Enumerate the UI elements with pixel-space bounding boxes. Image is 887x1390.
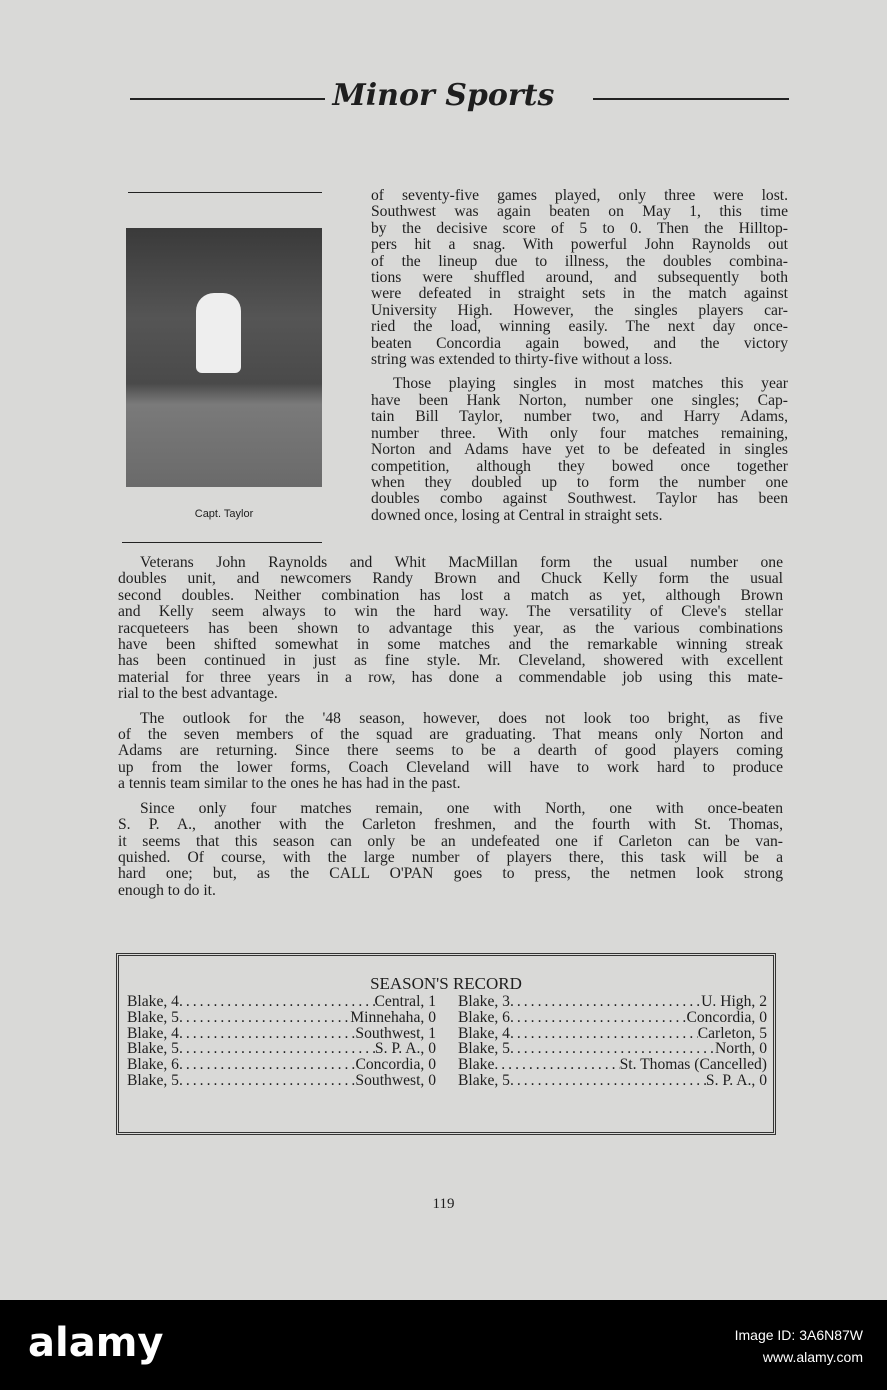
record-opponent-score: St. Thomas (Cancelled) [619, 1056, 767, 1074]
record-row [458, 994, 767, 1010]
record-row [127, 1057, 436, 1073]
photo-caption: Capt. Taylor [194, 508, 254, 520]
record-opponent-score: S. P. A., 0 [374, 1040, 436, 1058]
record-row [127, 1041, 436, 1057]
record-opponent-score: Concordia, 0 [355, 1056, 436, 1074]
full-width-text [118, 555, 783, 899]
dot-leader [510, 994, 701, 1010]
text-line: of seventy-five games played, only three were lost. [371, 187, 788, 204]
text-line: of the seven members of the squad are graduating. That means only Norton and [118, 726, 783, 744]
dot-leader [179, 1057, 355, 1073]
dot-leader [179, 1073, 355, 1089]
text-line: racqueteers has been shown to advantage this year, as the various combinations [118, 619, 783, 637]
dot-leader [510, 1041, 715, 1057]
text-line: when they doubled up to form the number one [371, 473, 788, 491]
text-line: competition, although they bowed once together [371, 457, 788, 475]
dot-leader [179, 1026, 355, 1042]
record-row [458, 1057, 767, 1073]
text-line: by the decisive score of 5 to 0. Then the Hilltop- [371, 219, 788, 237]
record-row [127, 1010, 436, 1026]
record-blake-score: Blake, 4 [458, 1024, 510, 1042]
text-line: ried the load, winning easily. The next day once- [371, 318, 788, 336]
text-line: The outlook for the '48 season, however, does not look too bright, as five [140, 709, 783, 727]
text-line: Since only four matches remain, one with North, one with once-beaten [140, 799, 783, 817]
record-blake-score: Blake, 4 [127, 1024, 179, 1042]
record-blake-score: Blake [458, 1056, 495, 1074]
record-blake-score: Blake, 5 [458, 1071, 510, 1089]
page-number: 119 [432, 1196, 455, 1212]
dot-leader [510, 1073, 706, 1089]
text-line: pers hit a snag. With powerful John Raynolds out [371, 236, 788, 254]
dot-leader [179, 1041, 375, 1057]
text-line: a tennis team similar to the ones he has had in the past. [118, 775, 461, 793]
record-row [127, 1026, 436, 1042]
dot-leader [510, 1026, 698, 1042]
text-line: string was extended to thirty-five without a loss. [371, 351, 673, 369]
text-line: Southwest was again beaten on May 1, this time [371, 203, 788, 221]
record-blake-score: Blake, 5 [127, 1008, 179, 1026]
record-row [458, 1010, 767, 1026]
record-opponent-score: Concordia, 0 [686, 1008, 767, 1026]
record-row [458, 1073, 767, 1089]
record-opponent-score: North, 0 [715, 1040, 767, 1058]
player-figure [196, 293, 241, 373]
photo-rule-bottom [122, 542, 322, 543]
text-line: second doubles. Neither combination has lost a match as yet, although Brown [118, 586, 783, 604]
text-line: Adams are returning. Since there seems to be a dearth of good players coming [118, 742, 783, 760]
dot-leader [179, 994, 375, 1010]
record-opponent-score: Southwest, 1 [355, 1024, 436, 1042]
record-blake-score: Blake, 5 [127, 1040, 179, 1058]
record-opponent-score: S. P. A., 0 [705, 1071, 767, 1089]
title-rule-right [593, 98, 789, 100]
record-blake-score: Blake, 5 [127, 1071, 179, 1089]
text-line: hard one; but, as the CALL O'PAN goes to press, the netmen look strong [118, 865, 783, 883]
watermark-footer [0, 1300, 887, 1390]
record-blake-score: Blake, 4 [127, 993, 179, 1010]
text-line: Those playing singles in most matches this year [393, 375, 788, 393]
record-row [127, 1073, 436, 1089]
dot-leader [510, 1010, 686, 1026]
text-line: enough to do it. [118, 881, 216, 899]
dot-leader [494, 1057, 619, 1073]
text-line: of the lineup due to illness, the doubles combina- [371, 252, 788, 270]
text-line: Veterans John Raynolds and Whit MacMillan form the usual number one [140, 554, 783, 571]
text-line: University High. However, the singles players car- [371, 301, 788, 319]
record-opponent-score: Southwest, 0 [355, 1071, 436, 1089]
record-opponent-score: U. High, 2 [701, 993, 767, 1010]
text-line: it seems that this season can only be an undefeated one if Carleton can be van- [118, 832, 783, 850]
text-line: doubles combo against Southwest. Taylor has been [371, 490, 788, 508]
text-line: have been shifted somewhat in some matches and the remarkable winning streak [118, 636, 783, 654]
season-record-title: SEASON'S RECORD [370, 974, 522, 993]
record-row [127, 994, 436, 1010]
text-line: number three. With only four matches remaining, [371, 424, 788, 442]
right-column-text [371, 188, 788, 524]
text-line: doubles unit, and newcomers Randy Brown and Chuck Kelly form the usual [118, 570, 783, 588]
record-blake-score: Blake, 5 [458, 1040, 510, 1058]
record-opponent-score: Carleton, 5 [697, 1024, 767, 1042]
text-line: downed once, losing at Central in straight sets. [371, 506, 663, 524]
season-record-box [116, 953, 776, 1135]
text-line: rial to the best advantage. [118, 685, 278, 703]
record-blake-score: Blake, 6 [127, 1056, 179, 1074]
text-line: quished. Of course, with the large number of players there, this task will be a [118, 848, 783, 866]
tennis-player-photo [126, 228, 322, 487]
text-line: tain Bill Taylor, number two, and Harry Adams, [371, 408, 788, 426]
page-title: Minor Sports [332, 78, 555, 113]
text-line: have been Hank Norton, number one singles; Cap- [371, 391, 788, 409]
image-id: Image ID: 3A6N87W [734, 1327, 863, 1343]
record-opponent-score: Central, 1 [374, 993, 436, 1010]
text-line: up from the lower forms, Coach Cleveland will have to work hard to produce [118, 758, 783, 776]
text-line: has been continued in just as fine style. Mr. Cleveland, showered with excellent [118, 652, 783, 670]
text-line: S. P. A., another with the Carleton freshmen, and the fourth with St. Thomas, [118, 816, 783, 834]
text-line: material for three years in a row, has done a commendable job using this mate- [118, 668, 783, 686]
text-line: and Kelly seem always to win the hard way. The versatility of Cleve's stellar [118, 603, 783, 621]
dot-leader [179, 1010, 350, 1026]
record-blake-score: Blake, 3 [458, 993, 510, 1010]
record-column-right [458, 994, 767, 1089]
record-row [458, 1041, 767, 1057]
text-line: tions were shuffled around, and subsequently both [371, 269, 788, 287]
source-url: www.alamy.com [762, 1349, 863, 1365]
record-opponent-score: Minnehaha, 0 [350, 1008, 436, 1026]
photo-rule-top [128, 192, 322, 193]
record-row [458, 1026, 767, 1042]
alamy-logo: alamy [28, 1320, 164, 1366]
text-line: beaten Concordia again bowed, and the victory [371, 334, 788, 352]
text-line: were defeated in straight sets in the match against [371, 285, 788, 303]
record-column-left [127, 994, 436, 1089]
text-line: Norton and Adams have yet to be defeated in singles [371, 441, 788, 459]
record-blake-score: Blake, 6 [458, 1008, 510, 1026]
